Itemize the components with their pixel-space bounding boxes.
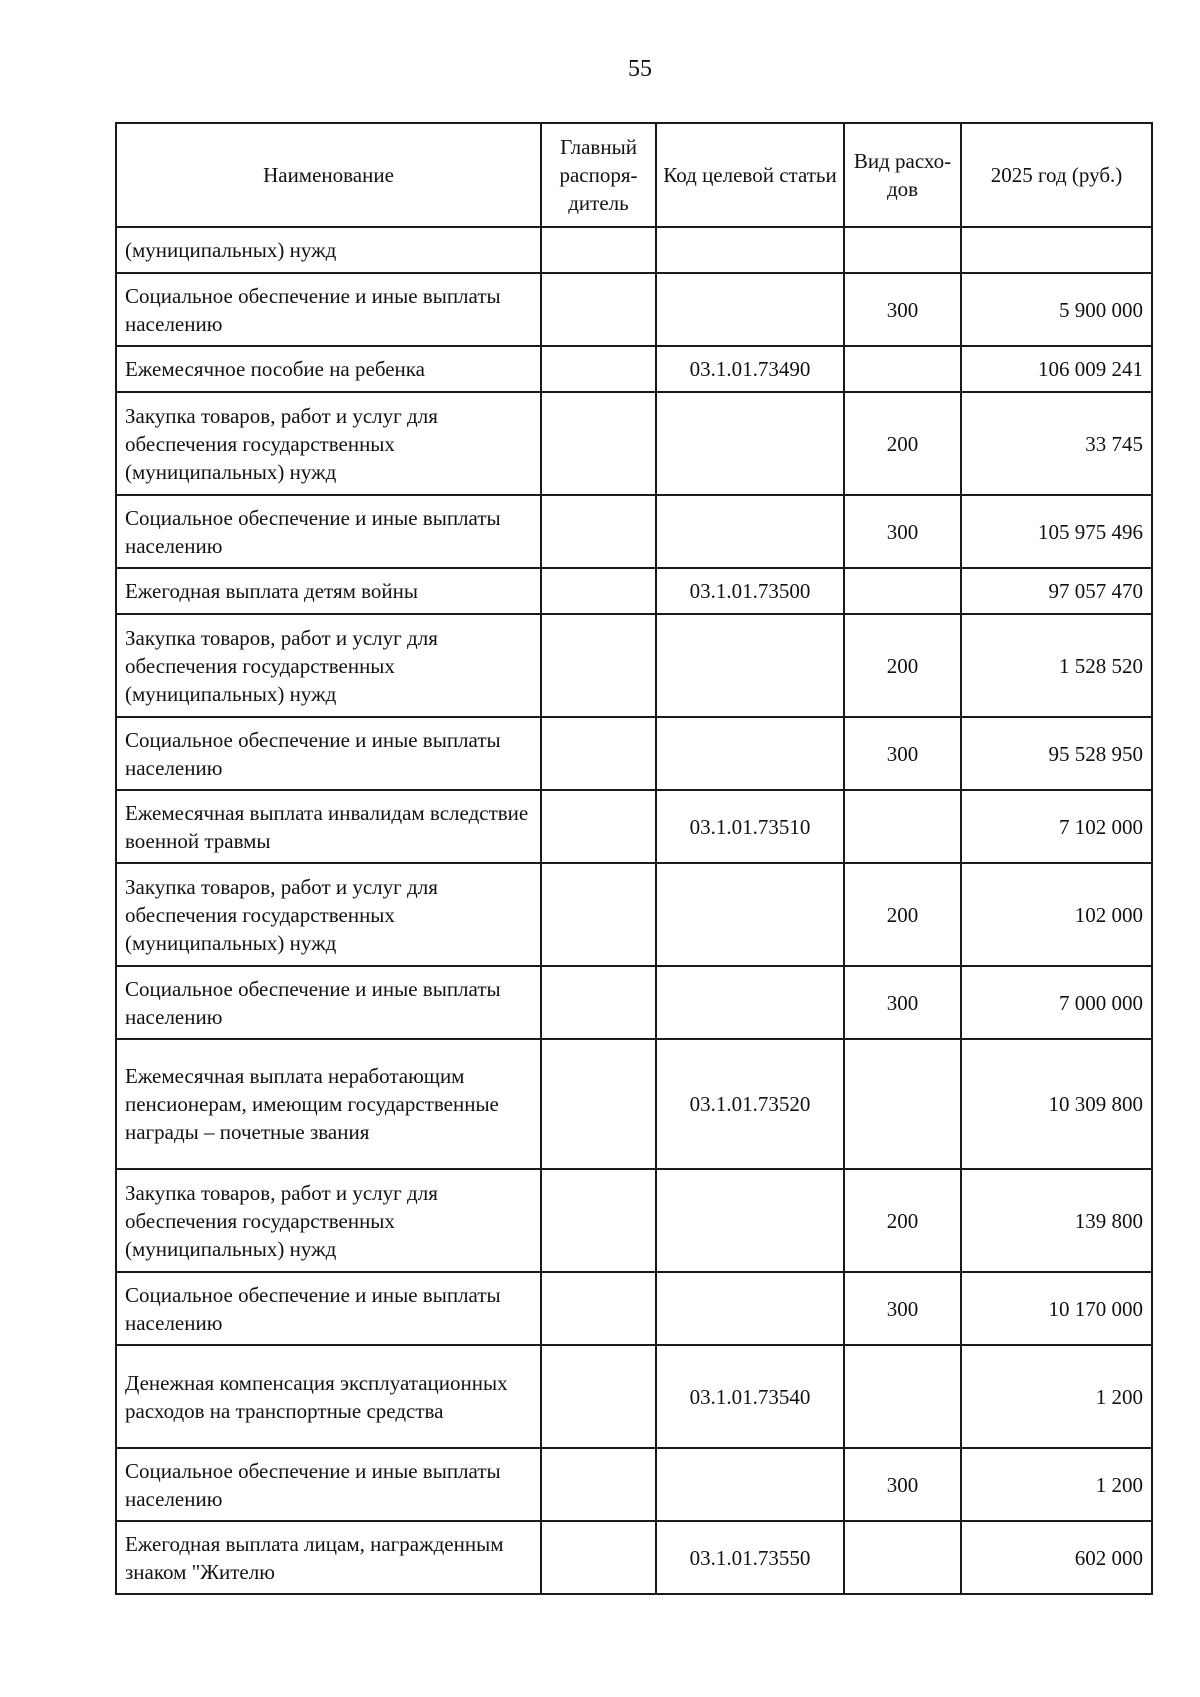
cell-code: 03.1.01.73510 bbox=[656, 790, 844, 863]
cell-code bbox=[656, 863, 844, 966]
cell-sum: 102 000 bbox=[961, 863, 1152, 966]
cell-type: 300 bbox=[844, 273, 961, 346]
cell-code bbox=[656, 227, 844, 273]
cell-manager bbox=[541, 790, 656, 863]
table-row bbox=[116, 346, 1152, 392]
table-row bbox=[116, 614, 1152, 717]
cell-sum: 7 102 000 bbox=[961, 790, 1152, 863]
cell-name: Социальное обеспечение и иные выплаты населению bbox=[116, 966, 541, 1039]
cell-manager bbox=[541, 863, 656, 966]
cell-manager bbox=[541, 614, 656, 717]
cell-type: 200 bbox=[844, 863, 961, 966]
table-row bbox=[116, 1521, 1152, 1594]
cell-sum: 10 309 800 bbox=[961, 1039, 1152, 1169]
cell-name: Социальное обеспечение и иные выплаты населению bbox=[116, 273, 541, 346]
cell-manager bbox=[541, 392, 656, 495]
cell-name: Ежегодная выплата лицам, награжденным знаком "Жителю bbox=[116, 1521, 541, 1594]
table-row bbox=[116, 495, 1152, 568]
cell-type: 300 bbox=[844, 1272, 961, 1345]
cell-name: (муниципальных) нужд bbox=[116, 227, 541, 273]
cell-type bbox=[844, 790, 961, 863]
cell-code bbox=[656, 495, 844, 568]
cell-name: Закупка товаров, работ и услуг для обеспечения государственных (муниципальных) нужд bbox=[116, 392, 541, 495]
cell-type: 200 bbox=[844, 1169, 961, 1272]
cell-code: 03.1.01.73500 bbox=[656, 568, 844, 614]
cell-manager bbox=[541, 1272, 656, 1345]
cell-sum: 1 200 bbox=[961, 1345, 1152, 1448]
cell-type bbox=[844, 227, 961, 273]
cell-name: Ежемесячная выплата неработающим пенсионерам, имеющим государственные награды – почетные звания bbox=[116, 1039, 541, 1169]
cell-sum: 139 800 bbox=[961, 1169, 1152, 1272]
cell-name: Социальное обеспечение и иные выплаты населению bbox=[116, 1448, 541, 1521]
cell-code bbox=[656, 966, 844, 1039]
cell-manager bbox=[541, 1039, 656, 1169]
cell-type bbox=[844, 1039, 961, 1169]
cell-code: 03.1.01.73550 bbox=[656, 1521, 844, 1594]
cell-sum: 106 009 241 bbox=[961, 346, 1152, 392]
cell-name: Социальное обеспечение и иные выплаты населению bbox=[116, 1272, 541, 1345]
cell-sum: 7 000 000 bbox=[961, 966, 1152, 1039]
cell-name: Социальное обеспечение и иные выплаты населению bbox=[116, 717, 541, 790]
cell-manager bbox=[541, 346, 656, 392]
cell-manager bbox=[541, 717, 656, 790]
cell-name: Закупка товаров, работ и услуг для обеспечения государственных (муниципальных) нужд bbox=[116, 1169, 541, 1272]
header-type: Вид расхо-дов bbox=[844, 123, 961, 227]
table-row bbox=[116, 568, 1152, 614]
cell-type: 300 bbox=[844, 495, 961, 568]
cell-manager bbox=[541, 495, 656, 568]
cell-name: Ежемесячное пособие на ребенка bbox=[116, 346, 541, 392]
header-code: Код целевой статьи bbox=[656, 123, 844, 227]
cell-manager bbox=[541, 1169, 656, 1272]
cell-name: Денежная компенсация эксплуатационных расходов на транспортные средства bbox=[116, 1345, 541, 1448]
table-row bbox=[116, 1345, 1152, 1448]
table-row bbox=[116, 1448, 1152, 1521]
table-row bbox=[116, 1272, 1152, 1345]
cell-name: Ежемесячная выплата инвалидам вследствие военной травмы bbox=[116, 790, 541, 863]
table-row bbox=[116, 966, 1152, 1039]
cell-sum: 95 528 950 bbox=[961, 717, 1152, 790]
cell-sum: 1 200 bbox=[961, 1448, 1152, 1521]
cell-name: Ежегодная выплата детям войны bbox=[116, 568, 541, 614]
table-row bbox=[116, 863, 1152, 966]
cell-type bbox=[844, 568, 961, 614]
header-name: Наименование bbox=[116, 123, 541, 227]
cell-sum: 33 745 bbox=[961, 392, 1152, 495]
table-row bbox=[116, 227, 1152, 273]
cell-manager bbox=[541, 1448, 656, 1521]
cell-code bbox=[656, 273, 844, 346]
cell-sum: 105 975 496 bbox=[961, 495, 1152, 568]
cell-sum: 5 900 000 bbox=[961, 273, 1152, 346]
header-sum: 2025 год (руб.) bbox=[961, 123, 1152, 227]
table-row bbox=[116, 790, 1152, 863]
table-header-row bbox=[116, 123, 1152, 227]
cell-type: 200 bbox=[844, 614, 961, 717]
cell-sum: 97 057 470 bbox=[961, 568, 1152, 614]
cell-code bbox=[656, 392, 844, 495]
cell-name: Закупка товаров, работ и услуг для обеспечения государственных (муниципальных) нужд bbox=[116, 863, 541, 966]
cell-sum: 10 170 000 bbox=[961, 1272, 1152, 1345]
cell-code bbox=[656, 1272, 844, 1345]
cell-code bbox=[656, 1448, 844, 1521]
cell-type: 200 bbox=[844, 392, 961, 495]
cell-type: 300 bbox=[844, 717, 961, 790]
cell-type: 300 bbox=[844, 966, 961, 1039]
cell-code bbox=[656, 614, 844, 717]
budget-table bbox=[115, 122, 1153, 1595]
cell-manager bbox=[541, 568, 656, 614]
table-row bbox=[116, 392, 1152, 495]
cell-code: 03.1.01.73540 bbox=[656, 1345, 844, 1448]
cell-code bbox=[656, 717, 844, 790]
cell-manager bbox=[541, 273, 656, 346]
cell-code: 03.1.01.73490 bbox=[656, 346, 844, 392]
cell-manager bbox=[541, 966, 656, 1039]
cell-type: 300 bbox=[844, 1448, 961, 1521]
table-row bbox=[116, 273, 1152, 346]
cell-manager bbox=[541, 1345, 656, 1448]
cell-code: 03.1.01.73520 bbox=[656, 1039, 844, 1169]
cell-type bbox=[844, 346, 961, 392]
table-row bbox=[116, 717, 1152, 790]
cell-name: Социальное обеспечение и иные выплаты населению bbox=[116, 495, 541, 568]
cell-sum bbox=[961, 227, 1152, 273]
table-row bbox=[116, 1039, 1152, 1169]
cell-name: Закупка товаров, работ и услуг для обеспечения государственных (муниципальных) нужд bbox=[116, 614, 541, 717]
cell-type bbox=[844, 1521, 961, 1594]
cell-manager bbox=[541, 227, 656, 273]
cell-sum: 602 000 bbox=[961, 1521, 1152, 1594]
cell-code bbox=[656, 1169, 844, 1272]
header-manager: Главный распоря-дитель bbox=[541, 123, 656, 227]
table-row bbox=[116, 1169, 1152, 1272]
cell-type bbox=[844, 1345, 961, 1448]
cell-sum: 1 528 520 bbox=[961, 614, 1152, 717]
cell-manager bbox=[541, 1521, 656, 1594]
page-number: 55 bbox=[628, 56, 652, 82]
